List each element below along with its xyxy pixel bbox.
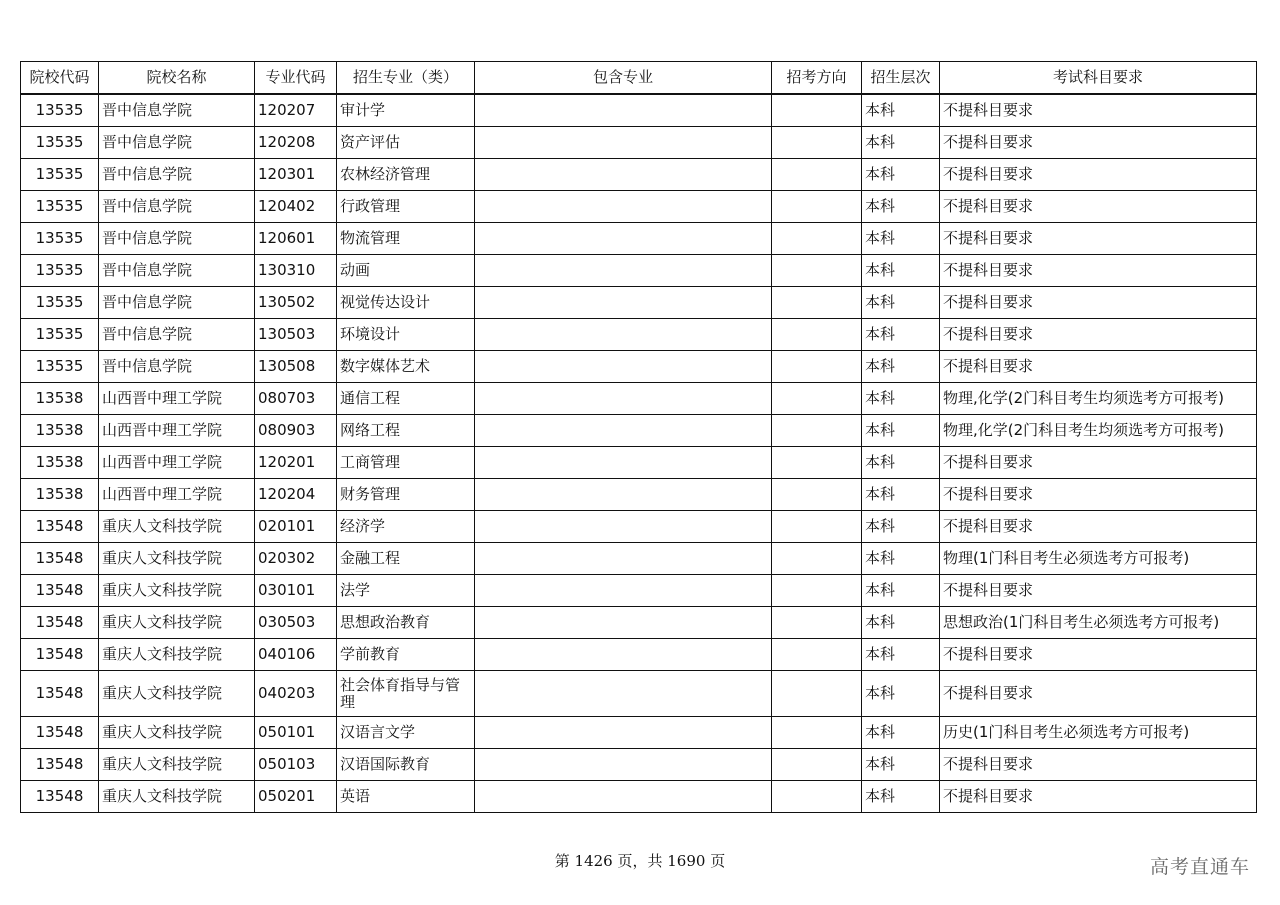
admission-level-cell: 本科 <box>862 781 940 813</box>
admission-level-cell: 本科 <box>862 351 940 383</box>
included-majors-cell <box>475 383 772 415</box>
school-name-cell: 山西晋中理工学院 <box>99 447 255 479</box>
admissions-table <box>20 61 1257 813</box>
exam-direction-cell <box>772 223 862 255</box>
admission-level-cell: 本科 <box>862 607 940 639</box>
subject-requirement-cell: 不提科目要求 <box>940 223 1257 255</box>
school-code-cell: 13548 <box>21 607 99 639</box>
admission-level-cell: 本科 <box>862 255 940 287</box>
exam-direction-cell <box>772 255 862 287</box>
major-name-cell: 英语 <box>337 781 475 813</box>
school-name-cell: 重庆人文科技学院 <box>99 575 255 607</box>
school-name-cell: 重庆人文科技学院 <box>99 607 255 639</box>
subject-requirement-cell: 不提科目要求 <box>940 287 1257 319</box>
major-code-cell: 040203 <box>255 671 337 717</box>
major-code-cell: 120301 <box>255 159 337 191</box>
header-school-name: 院校名称 <box>99 62 255 95</box>
admissions-table-container <box>20 61 1256 813</box>
header-school-code: 院校代码 <box>21 62 99 95</box>
major-name-cell: 财务管理 <box>337 479 475 511</box>
table-row <box>21 639 1257 671</box>
school-name-cell: 重庆人文科技学院 <box>99 639 255 671</box>
school-name-cell: 晋中信息学院 <box>99 191 255 223</box>
table-row <box>21 749 1257 781</box>
admission-level-cell: 本科 <box>862 191 940 223</box>
major-name-cell: 农林经济管理 <box>337 159 475 191</box>
major-code-cell: 120201 <box>255 447 337 479</box>
admission-level-cell: 本科 <box>862 159 940 191</box>
major-code-cell: 130502 <box>255 287 337 319</box>
major-name-cell: 汉语国际教育 <box>337 749 475 781</box>
school-name-cell: 重庆人文科技学院 <box>99 511 255 543</box>
exam-direction-cell <box>772 575 862 607</box>
subject-requirement-cell: 不提科目要求 <box>940 479 1257 511</box>
table-header-row <box>21 62 1257 95</box>
subject-requirement-cell: 物理,化学(2门科目考生均须选考方可报考) <box>940 383 1257 415</box>
admission-level-cell: 本科 <box>862 511 940 543</box>
school-code-cell: 13535 <box>21 319 99 351</box>
admission-level-cell: 本科 <box>862 319 940 351</box>
table-body <box>21 94 1257 813</box>
major-name-cell: 通信工程 <box>337 383 475 415</box>
subject-requirement-cell: 不提科目要求 <box>940 159 1257 191</box>
school-code-cell: 13548 <box>21 543 99 575</box>
subject-requirement-cell: 不提科目要求 <box>940 575 1257 607</box>
exam-direction-cell <box>772 127 862 159</box>
major-code-cell: 120402 <box>255 191 337 223</box>
major-code-cell: 030503 <box>255 607 337 639</box>
admission-level-cell: 本科 <box>862 575 940 607</box>
school-code-cell: 13535 <box>21 127 99 159</box>
school-code-cell: 13535 <box>21 191 99 223</box>
major-code-cell: 020302 <box>255 543 337 575</box>
admission-level-cell: 本科 <box>862 749 940 781</box>
table-row <box>21 127 1257 159</box>
header-major-category: 招生专业（类） <box>337 62 475 95</box>
major-name-cell: 工商管理 <box>337 447 475 479</box>
included-majors-cell <box>475 351 772 383</box>
table-row <box>21 671 1257 717</box>
school-code-cell: 13548 <box>21 781 99 813</box>
school-name-cell: 山西晋中理工学院 <box>99 479 255 511</box>
major-name-cell: 环境设计 <box>337 319 475 351</box>
school-name-cell: 重庆人文科技学院 <box>99 671 255 717</box>
school-code-cell: 13535 <box>21 159 99 191</box>
major-code-cell: 080703 <box>255 383 337 415</box>
school-code-cell: 13548 <box>21 575 99 607</box>
admission-level-cell: 本科 <box>862 287 940 319</box>
school-code-cell: 13548 <box>21 717 99 749</box>
school-name-cell: 晋中信息学院 <box>99 287 255 319</box>
table-row <box>21 717 1257 749</box>
major-name-cell: 动画 <box>337 255 475 287</box>
major-name-cell: 思想政治教育 <box>337 607 475 639</box>
exam-direction-cell <box>772 717 862 749</box>
subject-requirement-cell: 不提科目要求 <box>940 749 1257 781</box>
school-code-cell: 13535 <box>21 94 99 127</box>
major-name-cell: 汉语言文学 <box>337 717 475 749</box>
major-name-cell: 行政管理 <box>337 191 475 223</box>
major-name-cell: 经济学 <box>337 511 475 543</box>
admission-level-cell: 本科 <box>862 94 940 127</box>
included-majors-cell <box>475 543 772 575</box>
major-code-cell: 030101 <box>255 575 337 607</box>
table-row <box>21 575 1257 607</box>
header-admission-level: 招生层次 <box>862 62 940 95</box>
exam-direction-cell <box>772 543 862 575</box>
subject-requirement-cell: 不提科目要求 <box>940 94 1257 127</box>
header-included-majors: 包含专业 <box>475 62 772 95</box>
school-name-cell: 重庆人文科技学院 <box>99 717 255 749</box>
subject-requirement-cell: 不提科目要求 <box>940 191 1257 223</box>
school-code-cell: 13548 <box>21 749 99 781</box>
table-row <box>21 479 1257 511</box>
admission-level-cell: 本科 <box>862 127 940 159</box>
school-name-cell: 山西晋中理工学院 <box>99 383 255 415</box>
included-majors-cell <box>475 781 772 813</box>
major-code-cell: 050201 <box>255 781 337 813</box>
included-majors-cell <box>475 159 772 191</box>
admission-level-cell: 本科 <box>862 223 940 255</box>
table-row <box>21 415 1257 447</box>
subject-requirement-cell: 不提科目要求 <box>940 639 1257 671</box>
school-code-cell: 13548 <box>21 639 99 671</box>
included-majors-cell <box>475 191 772 223</box>
subject-requirement-cell: 不提科目要求 <box>940 255 1257 287</box>
admission-level-cell: 本科 <box>862 543 940 575</box>
admission-level-cell: 本科 <box>862 447 940 479</box>
school-name-cell: 晋中信息学院 <box>99 351 255 383</box>
included-majors-cell <box>475 479 772 511</box>
exam-direction-cell <box>772 351 862 383</box>
table-row <box>21 607 1257 639</box>
school-code-cell: 13535 <box>21 351 99 383</box>
header-subject-requirements: 考试科目要求 <box>940 62 1257 95</box>
school-name-cell: 山西晋中理工学院 <box>99 415 255 447</box>
exam-direction-cell <box>772 749 862 781</box>
admission-level-cell: 本科 <box>862 639 940 671</box>
exam-direction-cell <box>772 639 862 671</box>
school-name-cell: 晋中信息学院 <box>99 94 255 127</box>
major-code-cell: 020101 <box>255 511 337 543</box>
included-majors-cell <box>475 575 772 607</box>
major-code-cell: 120204 <box>255 479 337 511</box>
included-majors-cell <box>475 749 772 781</box>
major-code-cell: 130503 <box>255 319 337 351</box>
exam-direction-cell <box>772 671 862 717</box>
exam-direction-cell <box>772 415 862 447</box>
major-name-cell: 审计学 <box>337 94 475 127</box>
school-name-cell: 重庆人文科技学院 <box>99 749 255 781</box>
school-name-cell: 晋中信息学院 <box>99 223 255 255</box>
school-code-cell: 13535 <box>21 287 99 319</box>
exam-direction-cell <box>772 159 862 191</box>
included-majors-cell <box>475 94 772 127</box>
watermark-logo-text: 高考直通车 <box>1149 856 1250 878</box>
major-code-cell: 120601 <box>255 223 337 255</box>
table-row <box>21 511 1257 543</box>
school-code-cell: 13538 <box>21 479 99 511</box>
subject-requirement-cell: 物理,化学(2门科目考生均须选考方可报考) <box>940 415 1257 447</box>
major-name-cell: 学前教育 <box>337 639 475 671</box>
exam-direction-cell <box>772 287 862 319</box>
school-name-cell: 重庆人文科技学院 <box>99 781 255 813</box>
exam-direction-cell <box>772 319 862 351</box>
school-code-cell: 13548 <box>21 511 99 543</box>
school-name-cell: 晋中信息学院 <box>99 127 255 159</box>
school-code-cell: 13535 <box>21 255 99 287</box>
subject-requirement-cell: 不提科目要求 <box>940 319 1257 351</box>
major-code-cell: 050101 <box>255 717 337 749</box>
major-code-cell: 130508 <box>255 351 337 383</box>
included-majors-cell <box>475 223 772 255</box>
subject-requirement-cell: 不提科目要求 <box>940 447 1257 479</box>
school-name-cell: 重庆人文科技学院 <box>99 543 255 575</box>
included-majors-cell <box>475 447 772 479</box>
page-number: 第 1426 页，共 1690 页 <box>554 852 726 870</box>
exam-direction-cell <box>772 191 862 223</box>
table-row <box>21 543 1257 575</box>
school-code-cell: 13538 <box>21 383 99 415</box>
admission-level-cell: 本科 <box>862 415 940 447</box>
table-row <box>21 447 1257 479</box>
included-majors-cell <box>475 415 772 447</box>
major-name-cell: 社会体育指导与管理 <box>337 671 475 717</box>
exam-direction-cell <box>772 781 862 813</box>
admission-level-cell: 本科 <box>862 383 940 415</box>
included-majors-cell <box>475 255 772 287</box>
table-row <box>21 319 1257 351</box>
included-majors-cell <box>475 511 772 543</box>
major-name-cell: 物流管理 <box>337 223 475 255</box>
major-code-cell: 130310 <box>255 255 337 287</box>
major-name-cell: 网络工程 <box>337 415 475 447</box>
header-major-code: 专业代码 <box>255 62 337 95</box>
table-row <box>21 351 1257 383</box>
school-code-cell: 13548 <box>21 671 99 717</box>
included-majors-cell <box>475 127 772 159</box>
major-name-cell: 数字媒体艺术 <box>337 351 475 383</box>
exam-direction-cell <box>772 383 862 415</box>
major-name-cell: 金融工程 <box>337 543 475 575</box>
major-code-cell: 080903 <box>255 415 337 447</box>
major-code-cell: 040106 <box>255 639 337 671</box>
major-name-cell: 视觉传达设计 <box>337 287 475 319</box>
subject-requirement-cell: 不提科目要求 <box>940 511 1257 543</box>
subject-requirement-cell: 物理(1门科目考生必须选考方可报考) <box>940 543 1257 575</box>
included-majors-cell <box>475 607 772 639</box>
school-name-cell: 晋中信息学院 <box>99 319 255 351</box>
included-majors-cell <box>475 639 772 671</box>
school-name-cell: 晋中信息学院 <box>99 255 255 287</box>
subject-requirement-cell: 不提科目要求 <box>940 671 1257 717</box>
table-row <box>21 255 1257 287</box>
subject-requirement-cell: 不提科目要求 <box>940 351 1257 383</box>
major-name-cell: 法学 <box>337 575 475 607</box>
exam-direction-cell <box>772 447 862 479</box>
included-majors-cell <box>475 717 772 749</box>
table-row <box>21 223 1257 255</box>
major-code-cell: 050103 <box>255 749 337 781</box>
subject-requirement-cell: 思想政治(1门科目考生必须选考方可报考) <box>940 607 1257 639</box>
admission-level-cell: 本科 <box>862 717 940 749</box>
included-majors-cell <box>475 287 772 319</box>
admission-level-cell: 本科 <box>862 479 940 511</box>
included-majors-cell <box>475 671 772 717</box>
subject-requirement-cell: 历史(1门科目考生必须选考方可报考) <box>940 717 1257 749</box>
school-code-cell: 13538 <box>21 447 99 479</box>
table-row <box>21 287 1257 319</box>
table-row <box>21 191 1257 223</box>
subject-requirement-cell: 不提科目要求 <box>940 127 1257 159</box>
major-code-cell: 120207 <box>255 94 337 127</box>
table-row <box>21 383 1257 415</box>
exam-direction-cell <box>772 511 862 543</box>
school-name-cell: 晋中信息学院 <box>99 159 255 191</box>
exam-direction-cell <box>772 94 862 127</box>
major-code-cell: 120208 <box>255 127 337 159</box>
major-name-cell: 资产评估 <box>337 127 475 159</box>
subject-requirement-cell: 不提科目要求 <box>940 781 1257 813</box>
school-code-cell: 13535 <box>21 223 99 255</box>
exam-direction-cell <box>772 479 862 511</box>
table-row <box>21 159 1257 191</box>
table-row <box>21 94 1257 127</box>
exam-direction-cell <box>772 607 862 639</box>
header-exam-direction: 招考方向 <box>772 62 862 95</box>
school-code-cell: 13538 <box>21 415 99 447</box>
admission-level-cell: 本科 <box>862 671 940 717</box>
table-row <box>21 781 1257 813</box>
included-majors-cell <box>475 319 772 351</box>
